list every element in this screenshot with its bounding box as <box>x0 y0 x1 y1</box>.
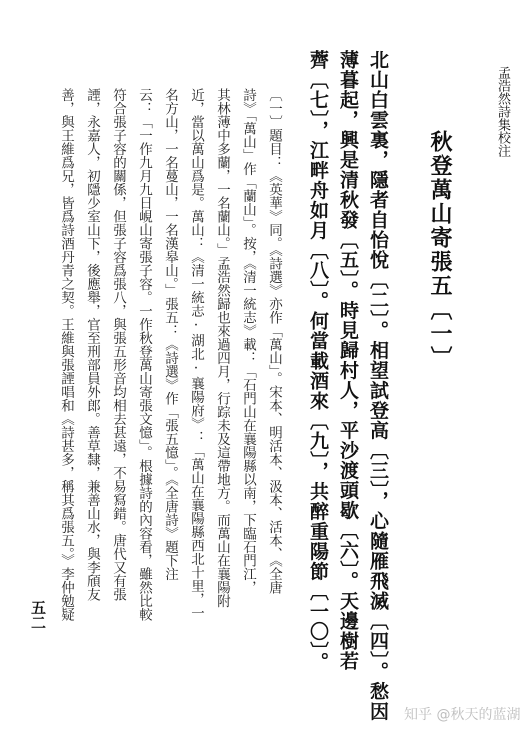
poem-line-1: 北山白雲裏，隱者自怡悅〔二〕。相望試登高〔三〕，心隨雁飛滅〔四〕。愁因 <box>367 50 389 722</box>
running-header: 孟浩然詩集校注 <box>495 66 510 157</box>
watermark-text: 知乎 @秋天的蓝湖 <box>404 707 521 723</box>
note-line-4: 近，當以萬山爲是。萬山：《清一統志·湖北·襄陽府》：「萬山在襄陽縣西北十里，一 <box>188 88 204 620</box>
poem-line-3: 薺〔七〕，江畔舟如月〔八〕。何當載酒來〔九〕，共醉重陽節〔一〇〕。 <box>307 50 329 672</box>
note-line-7: 符合張子容的關係，但張子容爲張八，與張五形音均相去甚遠，不易寫錯。唐代又有張 <box>110 88 126 601</box>
note-line-5: 名方山，一名蔓山，一名漢皋山。」張五：《詩選》作「張五憶」。《全唐詩》題下注 <box>162 88 178 581</box>
note-line-3: 其林薄中多蘭，一名蘭山。」孟浩然歸也來過四月，行踪未及這帶地方。而萬山在襄陽附 <box>214 88 230 608</box>
page-number: 五二 <box>29 600 47 630</box>
note-line-8: 諲，永嘉人，初隱少室山下，後應舉，官至刑部員外郎。善草隸，兼善山水，與李頎友 <box>84 88 100 601</box>
poem-title: 秋登萬山寄張五〔一〕 <box>427 130 453 370</box>
note-line-9: 善，與王維爲兄，皆爲詩酒丹青之契。王維與張諲唱和《詩甚多，稱其爲張五。》李仲勉疑 <box>58 88 74 622</box>
poem-line-2: 薄暮起，興是清秋發〔五〕。時見歸村人，平沙渡頭歇〔六〕。天邊樹若 <box>337 50 359 671</box>
note-line-1: 〔一〕題目：《英華》同。《詩選》亦作「萬山」。宋本、明活本、汲本、活本、《全唐 <box>266 88 282 595</box>
note-line-6: 云：「一作九月九日峴山寄張子容。一作秋登萬山寄張文憶」。根據詩的內容看，雖然比較 <box>136 88 152 622</box>
note-line-2: 詩》「萬山」作「蘭山」。按，《清一統志》載：「石門山在襄陽縣以南，下臨石門江， <box>240 88 256 595</box>
